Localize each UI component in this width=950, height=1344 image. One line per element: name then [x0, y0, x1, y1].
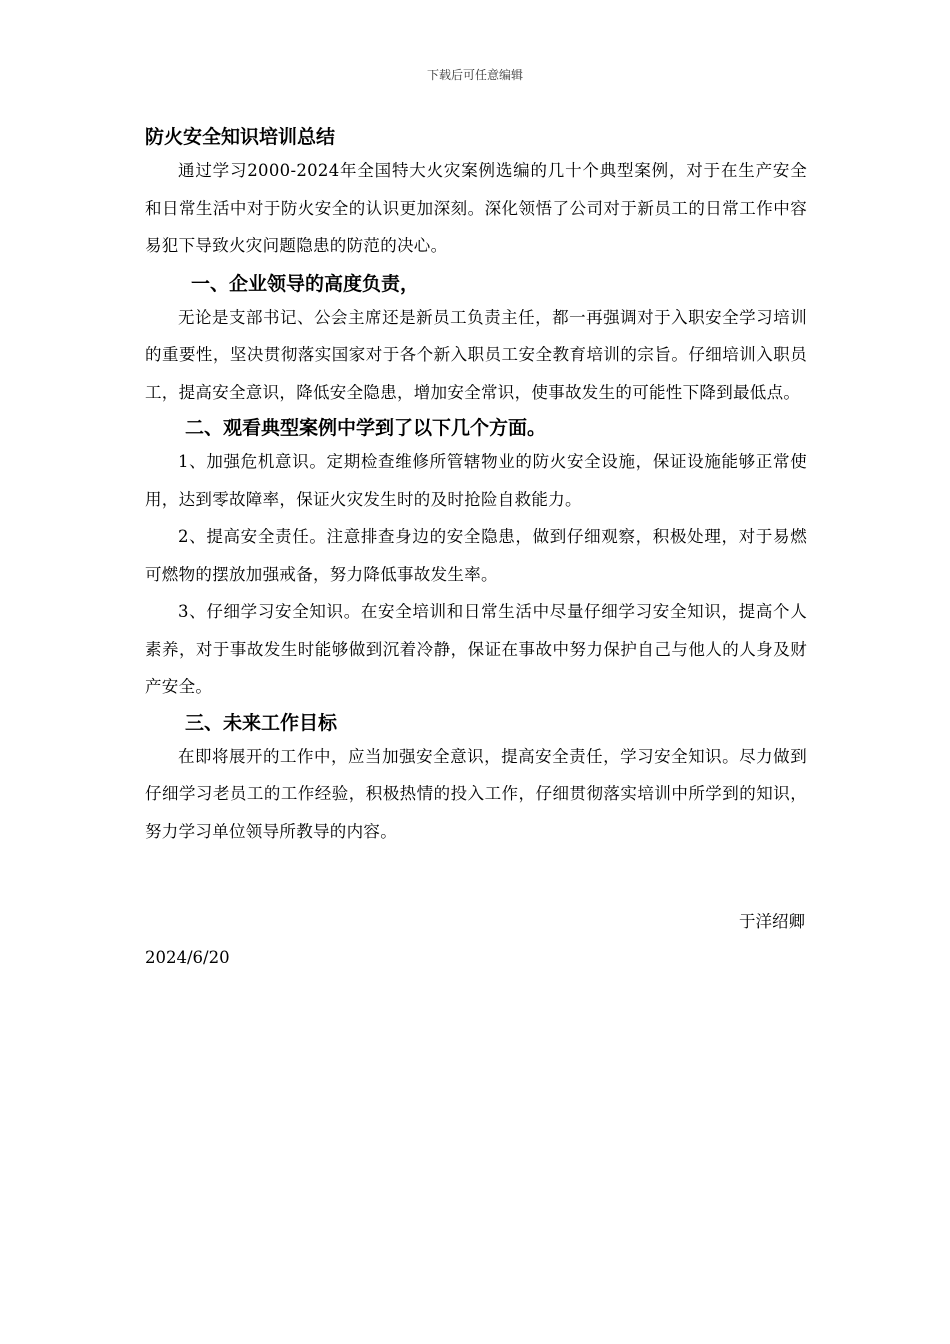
header-note: 下载后可任意编辑: [426, 68, 523, 82]
section-heading-2: 二、观看典型案例中学到了以下几个方面。: [185, 417, 547, 439]
document-date: 2024/6/20: [145, 948, 230, 967]
section-1-paragraph-1: 无论是支部书记、公会主席还是新员工负责主任，都一再强调对于入职安全学习培训的重要性，坚决贯彻落实国家对于各个新入职员工安全教育培训的宗旨。仔细培训入职员工，提高安全意识，降低安全隐患，增加安全常识，使事故发生的可能性下降到最低点。: [145, 307, 807, 402]
section-3-paragraph-1: 在即将展开的工作中，应当加强安全意识，提高安全责任，学习安全知识。尽力做到仔细学习老员工的工作经验，积极热情的投入工作，仔细贯彻落实培训中所学到的知识，努力学习单位领导所教导的内容。: [145, 746, 807, 841]
intro-paragraph: 通过学习2000-2024年全国特大火灾案例选编的几十个典型案例，对于在生产安全和日常生活中对于防火安全的认识更加深刻。深化领悟了公司对于新员工的日常工作中容易犯下导致火灾问题隐患的防范的决心。: [145, 161, 807, 255]
section-2-paragraph-3: 3、仔细学习安全知识。在安全培训和日常生活中尽量仔细学习安全知识，提高个人素养，对于事故发生时能够做到沉着冷静，保证在事故中努力保护自己与他人的人身及财产安全。: [145, 602, 807, 696]
document-body: [145, 122, 807, 850]
section-heading-3: 三、未来工作目标: [185, 711, 338, 734]
section-heading-1: 一、企业领导的高度负责，: [191, 272, 420, 295]
section-2-paragraph-1: 1、加强危机意识。定期检查维修所管辖物业的防火安全设施，保证设施能够正常使用，达到零故障率，保证火灾发生时的及时抢险自救能力。: [145, 452, 807, 509]
signature: 于洋绍卿: [739, 912, 805, 931]
section-2-paragraph-2: 2、提高安全责任。注意排查身边的安全隐患，做到仔细观察，积极处理，对于易燃可燃物的摆放加强戒备，努力降低事故发生率。: [145, 527, 807, 584]
document-title: 防火安全知识培训总结: [145, 126, 336, 148]
